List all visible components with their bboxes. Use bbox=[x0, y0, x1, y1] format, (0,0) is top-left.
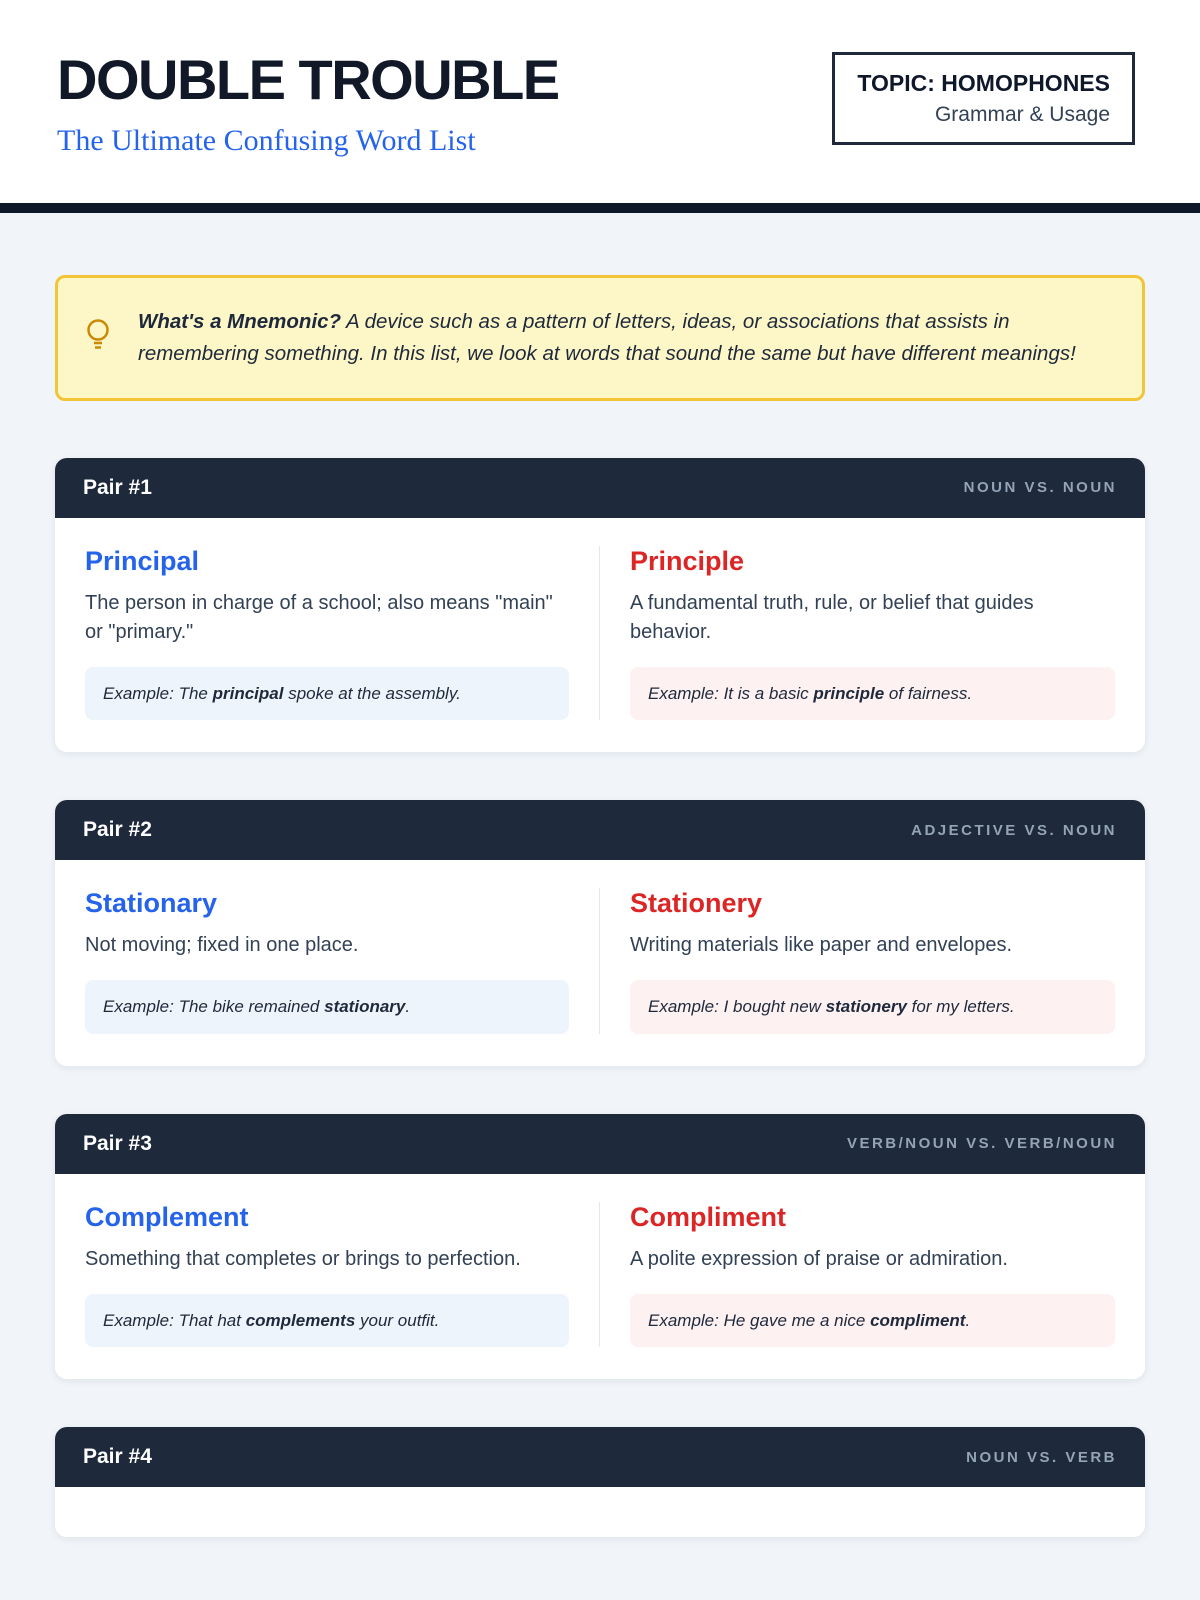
word-definition: Something that completes or brings to perfection. bbox=[85, 1247, 521, 1270]
word-heading: Stationery bbox=[630, 888, 763, 919]
pair-4-tag: NOUN VS. VERB bbox=[966, 1448, 1117, 1466]
pair-3-body bbox=[55, 1174, 1145, 1380]
pair-2-label: Pair #2 bbox=[83, 818, 152, 842]
pair-2-tag: ADJECTIVE VS. NOUN bbox=[911, 821, 1117, 839]
pair-3-left-column bbox=[55, 1202, 600, 1348]
pair-4-label: Pair #4 bbox=[83, 1445, 152, 1469]
lightbulb-icon bbox=[85, 318, 111, 357]
example-prefix: Example: That hat bbox=[103, 1310, 246, 1330]
mnemonic-text bbox=[138, 306, 1108, 370]
pair-1-header bbox=[55, 458, 1145, 518]
example-prefix: Example: It is a basic bbox=[648, 683, 814, 703]
topic-sublabel: Grammar & Usage bbox=[934, 103, 1110, 126]
pair-3-right-column bbox=[600, 1202, 1145, 1348]
mnemonic-icon-wrap bbox=[58, 318, 138, 357]
pair-card-3 bbox=[55, 1114, 1145, 1380]
example-prefix: Example: The bike remained bbox=[103, 997, 325, 1017]
word-definition: A fundamental truth, rule, or belief that guides behavior. bbox=[630, 591, 1034, 643]
example-suffix: of fairness. bbox=[884, 683, 973, 703]
pair-3-tag: VERB/NOUN VS. VERB/NOUN bbox=[846, 1135, 1117, 1153]
topic-label: TOPIC: HOMOPHONES bbox=[857, 70, 1110, 96]
main-content bbox=[0, 213, 1200, 1537]
example-keyword: principal bbox=[212, 683, 284, 703]
word-definition: Not moving; fixed in one place. bbox=[85, 934, 359, 957]
pair-2-header bbox=[55, 800, 1145, 860]
word-heading: Principle bbox=[630, 545, 745, 576]
page-header bbox=[0, 0, 1200, 203]
mnemonic-callout bbox=[55, 275, 1145, 401]
example-suffix: spoke at the assembly. bbox=[283, 683, 461, 703]
example-prefix: Example: The bbox=[103, 683, 213, 703]
pair-2-left-column bbox=[55, 888, 600, 1034]
example-suffix: . bbox=[405, 997, 411, 1017]
example-prefix: Example: He gave me a nice bbox=[648, 1310, 871, 1330]
example-prefix: Example: I bought new bbox=[648, 997, 826, 1017]
pair-1-right-column bbox=[600, 546, 1145, 721]
word-heading: Stationary bbox=[85, 888, 218, 919]
word-definition: A polite expression of praise or admiration. bbox=[630, 1247, 1008, 1270]
title-block bbox=[57, 48, 559, 158]
example-box bbox=[630, 980, 1115, 1034]
example-suffix: your outfit. bbox=[355, 1310, 440, 1330]
pair-1-label: Pair #1 bbox=[83, 475, 152, 499]
word-definition: The person in charge of a school; also means "main" or "primary." bbox=[85, 591, 553, 643]
pair-2-body bbox=[55, 860, 1145, 1066]
pair-1-tag: NOUN VS. NOUN bbox=[963, 479, 1117, 497]
pair-card-2 bbox=[55, 800, 1145, 1066]
example-keyword: principle bbox=[813, 683, 885, 703]
example-keyword: stationery bbox=[825, 997, 907, 1017]
example-keyword: complements bbox=[245, 1310, 356, 1330]
pair-card-4 bbox=[55, 1427, 1145, 1537]
example-box bbox=[85, 980, 569, 1034]
header-divider-bar bbox=[0, 203, 1200, 213]
example-box bbox=[85, 667, 569, 721]
page-title: DOUBLE TROUBLE bbox=[57, 48, 559, 111]
example-box bbox=[630, 1294, 1115, 1348]
mnemonic-lead: What's a Mnemonic? bbox=[138, 310, 342, 333]
page-subtitle: The Ultimate Confusing Word List bbox=[57, 124, 476, 157]
pair-card-1 bbox=[55, 458, 1145, 753]
example-keyword: compliment bbox=[870, 1310, 966, 1330]
pair-1-left-column bbox=[55, 546, 600, 721]
pair-2-right-column bbox=[600, 888, 1145, 1034]
word-heading: Compliment bbox=[630, 1201, 787, 1232]
example-box bbox=[85, 1294, 569, 1348]
pair-3-header bbox=[55, 1114, 1145, 1174]
example-suffix: for my letters. bbox=[906, 997, 1015, 1017]
word-heading: Complement bbox=[85, 1201, 249, 1232]
word-definition: Writing materials like paper and envelopes. bbox=[630, 934, 1013, 957]
mnemonic-body: A device such as a pattern of letters, ideas, or associations that assists in remembering something. In this list, we look at words that sound the same but have different meanings! bbox=[138, 310, 1076, 365]
word-heading: Principal bbox=[85, 545, 200, 576]
example-keyword: stationary bbox=[324, 997, 406, 1017]
example-box bbox=[630, 667, 1115, 721]
pair-4-body bbox=[55, 1487, 1145, 1537]
pair-3-label: Pair #3 bbox=[83, 1131, 152, 1155]
pair-1-body bbox=[55, 518, 1145, 753]
topic-box bbox=[832, 52, 1135, 145]
pair-4-header bbox=[55, 1427, 1145, 1487]
example-suffix: . bbox=[965, 1310, 971, 1330]
